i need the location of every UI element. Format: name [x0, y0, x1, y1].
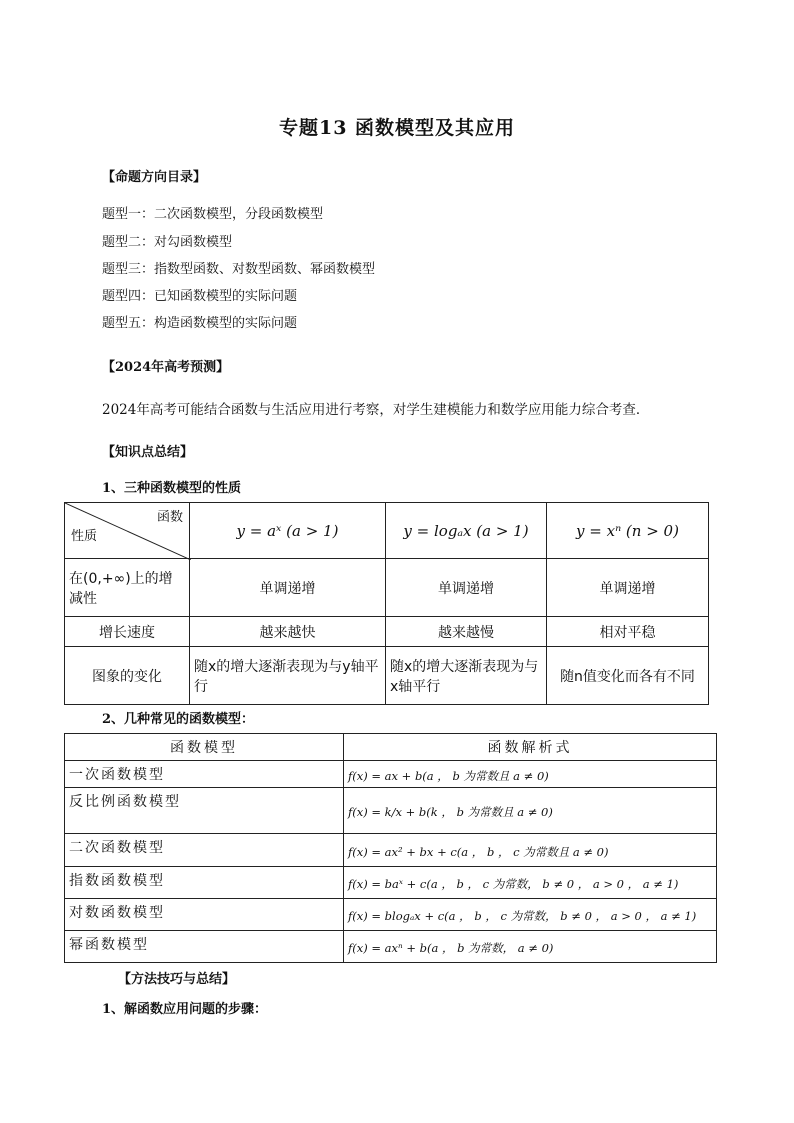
corner-header-cell	[65, 503, 190, 559]
model-name: 反比例函数模型	[65, 788, 344, 834]
model-formula: f(x) = baˣ + c(a ， b ， c 为常数， b ≠ 0 ， a > 0 ， a ≠ 1)	[344, 867, 717, 899]
section1-title: 1、三种函数模型的性质	[102, 481, 242, 496]
models-header-model: 函数模型	[65, 734, 344, 761]
direction-heading: 【命题方向目录】	[102, 170, 207, 185]
table-cell: 随n值变化而各有不同	[547, 647, 709, 705]
col-header-exp: y = aˣ (a > 1)	[190, 503, 386, 559]
table-cell: 相对平稳	[547, 617, 709, 647]
type-item: 题型四：已知函数模型的实际问题	[102, 289, 298, 304]
model-formula: f(x) = ax + b(a ， b 为常数且 a ≠ 0)	[344, 761, 717, 788]
model-name: 二次函数模型	[65, 834, 344, 867]
model-formula: f(x) = ax² + bx + c(a ， b ， c 为常数且 a ≠ 0)	[344, 834, 717, 867]
model-formula: f(x) = k/x + b(k ， b 为常数且 a ≠ 0)	[344, 788, 717, 834]
predict-text: 2024年高考可能结合函数与生活应用进行考察，对学生建模能力和数学应用能力综合考查．	[102, 402, 650, 418]
corner-bottom-label: 性质	[71, 529, 98, 544]
type-item: 题型三：指数型函数、对数型函数、幂函数模型	[102, 262, 376, 277]
model-formula: f(x) = blogₐx + c(a ， b ， c 为常数， b ≠ 0 ， a > 0 ， a ≠ 1)	[344, 899, 717, 931]
table-cell: 越来越快	[190, 617, 386, 647]
predict-heading: 【2024年高考预测】	[102, 360, 230, 375]
models-table	[64, 733, 717, 963]
table-cell: 单调递增	[190, 559, 386, 617]
page-title: 专题13 函数模型及其应用	[278, 117, 516, 139]
model-formula: f(x) = axⁿ + b(a ， b 为常数， a ≠ 0)	[344, 931, 717, 963]
type-item: 题型二：对勾函数模型	[102, 235, 233, 250]
models-header-formula: 函数解析式	[344, 734, 717, 761]
method-heading: 【方法技巧与总结】	[118, 972, 236, 987]
col-header-power: y = xⁿ (n > 0)	[547, 503, 709, 559]
model-name: 指数函数模型	[65, 867, 344, 899]
table-cell: 随x的增大逐渐表现为与y轴平行	[190, 647, 386, 705]
table-cell: 单调递增	[547, 559, 709, 617]
type-item: 题型五：构造函数模型的实际问题	[102, 316, 298, 331]
table-cell: 越来越慢	[386, 617, 547, 647]
model-name: 一次函数模型	[65, 761, 344, 788]
row-label: 在(0,+∞)上的增减性	[65, 559, 190, 617]
row-label: 增长速度	[65, 617, 190, 647]
model-name: 对数函数模型	[65, 899, 344, 931]
corner-top-label: 函数	[156, 510, 183, 525]
row-label: 图象的变化	[65, 647, 190, 705]
table-cell: 随x的增大逐渐表现为与x轴平行	[386, 647, 547, 705]
table-cell: 单调递增	[386, 559, 547, 617]
properties-table	[64, 502, 709, 705]
col-header-log: y = logₐx (a > 1)	[386, 503, 547, 559]
section3-title: 1、解函数应用问题的步骤：	[102, 1002, 268, 1017]
type-item: 题型一：二次函数模型，分段函数模型	[102, 207, 324, 222]
section2-title: 2、几种常见的函数模型：	[102, 712, 255, 727]
model-name: 幂函数模型	[65, 931, 344, 963]
knowledge-heading: 【知识点总结】	[102, 445, 194, 460]
